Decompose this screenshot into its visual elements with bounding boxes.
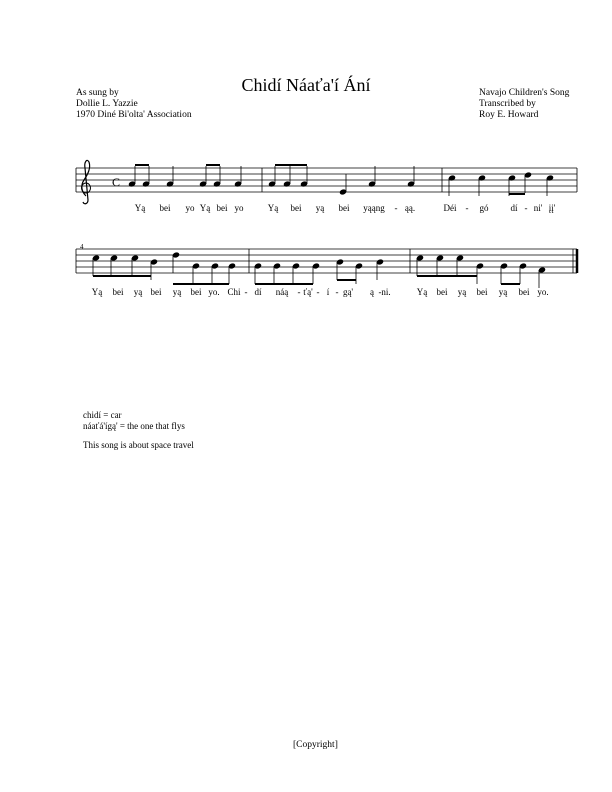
lyric-syllable: ni.	[381, 287, 391, 297]
glossary-item: chidí = car	[83, 410, 122, 420]
credit-line: Navajo Children's Song	[479, 88, 570, 98]
glossary	[83, 410, 185, 432]
lyric-syllable: bei	[159, 203, 171, 213]
credit-line: Transcribed by	[479, 99, 536, 109]
lyric-syllable: yo	[185, 203, 195, 213]
note-beam	[206, 164, 220, 166]
credit-line: 1970 Diné Bi'olta' Association	[76, 110, 192, 120]
lyric-syllable: bei	[290, 203, 302, 213]
lyric-syllable: Yą	[134, 203, 146, 213]
lyric-syllable: ťą'	[303, 287, 313, 297]
lyric-syllable: yo.	[537, 287, 549, 297]
note-beam	[337, 279, 356, 281]
lyric-syllable: bei	[150, 287, 162, 297]
note-beam	[501, 283, 520, 285]
lyric-syllable: bei	[518, 287, 530, 297]
lyric-syllable: -	[378, 287, 382, 297]
song-title: Chidí Náaťa'í Ání	[241, 75, 371, 95]
lyric-syllable: bei	[338, 203, 350, 213]
note-beam	[93, 275, 151, 277]
note-beam	[417, 275, 477, 277]
lyric-syllable: bei	[190, 287, 202, 297]
lyric-syllable: -	[465, 203, 469, 213]
lyric-syllable: bei	[216, 203, 228, 213]
lyric-syllable: -	[297, 287, 301, 297]
lyric-syllable: Yą	[91, 287, 103, 297]
lyric-syllable: -	[394, 203, 398, 213]
footnote: This song is about space travel	[83, 440, 194, 450]
lyric-syllable: Chi	[227, 287, 241, 297]
note-beam	[255, 283, 313, 285]
glossary-item: náaťá'ígą' = the one that flys	[83, 421, 185, 431]
lyric-syllable: gą'	[342, 287, 354, 297]
lyric-syllable: -	[316, 287, 320, 297]
note-beam	[275, 164, 307, 166]
lyric-syllable: -	[524, 203, 528, 213]
lyric-syllable: bei	[436, 287, 448, 297]
lyric-syllable: yą	[133, 287, 143, 297]
lyric-syllable: yą	[457, 287, 467, 297]
lyric-syllable: Déi	[443, 203, 457, 213]
lyric-syllable: yą	[172, 287, 182, 297]
lyric-syllable: í	[326, 287, 330, 297]
lyric-syllable: yo	[234, 203, 244, 213]
lyric-syllable: Yą	[267, 203, 279, 213]
lyric-syllable: Yą	[416, 287, 428, 297]
lyric-syllable: náą	[275, 287, 289, 297]
lyric-syllable: bei	[112, 287, 124, 297]
treble-clef-icon	[82, 160, 91, 203]
lyric-syllable: dí	[510, 203, 518, 213]
measure-number: 4	[80, 243, 84, 251]
note-beam	[173, 283, 229, 285]
credit-line: Roy E. Howard	[479, 110, 539, 120]
time-signature: C	[112, 175, 121, 189]
lyric-syllable: dí	[254, 287, 262, 297]
lyric-syllable: yą	[315, 203, 325, 213]
credit-line: As sung by	[76, 88, 119, 98]
lyric-syllable: gó	[479, 203, 489, 213]
lyric-syllable: bei	[476, 287, 488, 297]
lyric-syllable: yo.	[208, 287, 220, 297]
lyric-syllable: yąąng	[363, 203, 385, 213]
notes-layer	[92, 164, 554, 288]
lyric-syllable: yą	[498, 287, 508, 297]
lyric-syllable: -	[244, 287, 248, 297]
note-beam	[135, 164, 149, 166]
lyric-syllable: -	[335, 287, 339, 297]
lyric-syllable: įį'	[548, 203, 556, 213]
lyric-syllable: Yą	[199, 203, 211, 213]
lyric-syllable: ą	[370, 287, 374, 297]
copyright-notice: [Copyright]	[293, 740, 338, 750]
staff-line-1	[76, 168, 577, 192]
credit-line: Dollie L. Yazzie	[76, 99, 138, 109]
lyric-syllable: ąą.	[404, 203, 416, 213]
note-beam	[509, 193, 525, 195]
lyric-syllable: ni'	[533, 203, 543, 213]
